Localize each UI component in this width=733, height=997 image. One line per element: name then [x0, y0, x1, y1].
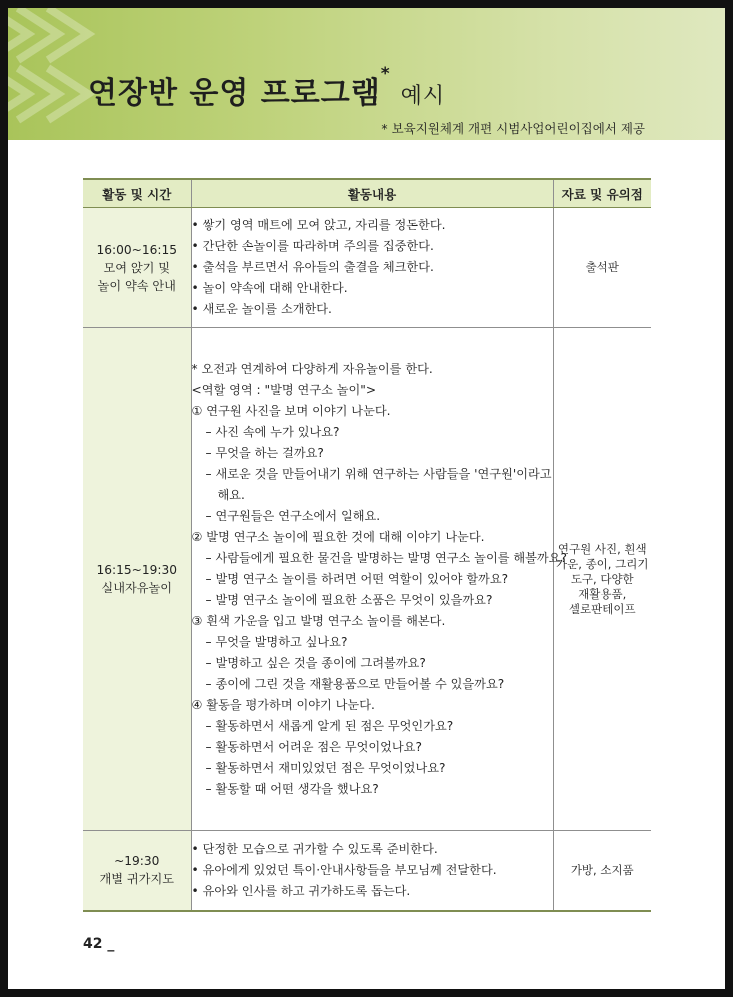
- activity-item: • 유아와 인사를 하고 귀가하도록 돕는다.: [191, 883, 411, 898]
- activity-item: • 출석을 부르면서 유아들의 출결을 체크한다.: [191, 260, 434, 274]
- activity-list: [192, 215, 553, 320]
- activity-item: ① 연구원 사진을 보며 이야기 나눈다.: [191, 403, 391, 418]
- materials-line: 셀로판테이프: [568, 601, 636, 616]
- activity-subitem: – 발명 연구소 놀이를 하려면 어떤 역할이 있어야 할까요?: [205, 571, 509, 586]
- activity-cell: [191, 208, 553, 328]
- table-row: [83, 831, 651, 911]
- time-line: 개별 귀가지도: [99, 872, 174, 887]
- activity-item: • 단정한 모습으로 귀가할 수 있도록 준비한다.: [191, 841, 438, 856]
- title-text: 연장반 운영 프로그램: [88, 76, 381, 111]
- time-line: 실내자유놀이: [101, 581, 173, 595]
- activity-subitem: – 사람들에게 필요한 물건을 발명하는 발명 연구소 놀이를 해볼까요?: [205, 550, 567, 565]
- column-header-content: 활동내용: [191, 179, 553, 208]
- page-number: 42 _: [83, 936, 115, 952]
- activity-subitem: – 연구원들은 연구소에서 일해요.: [205, 508, 381, 523]
- activity-item: ④ 활동을 평가하며 이야기 나눈다.: [191, 697, 375, 712]
- activity-subitem-continuation: 해요.: [217, 487, 245, 502]
- page-title: [88, 64, 446, 112]
- column-header-time: 활동 및 시간: [83, 179, 191, 208]
- activity-item: ③ 흰색 가운을 입고 발명 연구소 놀이를 해본다.: [191, 613, 446, 628]
- document-page: [8, 8, 725, 989]
- table-row: [83, 328, 651, 831]
- table-row: [83, 208, 651, 328]
- page-header-banner: [8, 8, 725, 140]
- activity-subitem: – 종이에 그린 것을 재활용품으로 만들어볼 수 있을까요?: [205, 676, 505, 691]
- activity-item: • 쌓기 영역 매트에 모여 앉고, 자리를 정돈한다.: [191, 218, 446, 232]
- materials-line: 재활용품,: [578, 586, 627, 601]
- activity-item: • 새로운 놀이를 소개한다.: [191, 302, 332, 316]
- time-cell: [83, 208, 191, 328]
- table-header-row: [83, 179, 651, 208]
- title-footnote-mark: *: [380, 64, 391, 84]
- activity-cell: [191, 831, 553, 911]
- activity-subitem: – 사진 속에 누가 있나요?: [205, 424, 340, 439]
- materials-line: 출석판: [585, 260, 619, 274]
- activity-subitem: – 활동하면서 재미있었던 점은 무엇이었나요?: [205, 760, 446, 775]
- time-cell: [83, 831, 191, 911]
- activity-list: [192, 839, 553, 902]
- activity-subitem: – 활동할 때 어떤 생각을 했나요?: [205, 781, 379, 796]
- activity-subitem: – 발명하고 싶은 것을 종이에 그려볼까요?: [205, 655, 426, 670]
- activity-item: ② 발명 연구소 놀이에 필요한 것에 대해 이야기 나눈다.: [191, 529, 485, 544]
- activity-item: • 간단한 손놀이를 따라하며 주의를 집중한다.: [191, 239, 434, 253]
- activity-cell: [191, 328, 567, 831]
- time-line: 16:15~19:30: [96, 563, 177, 577]
- source-note: * 보육지원체계 개편 시범사업어린이집에서 제공: [381, 121, 645, 136]
- activity-subitem: – 새로운 것을 만들어내기 위해 연구하는 사람들을 '연구원'이라고: [205, 466, 552, 481]
- materials-line: 가방, 소지품: [570, 862, 634, 877]
- activity-subitem: – 발명 연구소 놀이에 필요한 소품은 무엇이 있을까요?: [205, 592, 493, 607]
- program-schedule-table: [83, 178, 651, 912]
- activity-item: • 놀이 약속에 대해 안내한다.: [191, 281, 348, 295]
- materials-cell: [553, 208, 651, 328]
- column-header-materials: 자료 및 유의점: [553, 179, 651, 208]
- time-line: 16:00~16:15: [96, 242, 177, 257]
- materials-line: 연구원 사진, 흰색: [557, 541, 647, 556]
- activity-subitem: – 활동하면서 새롭게 알게 된 점은 무엇인가요?: [205, 718, 454, 733]
- time-line: 놀이 약속 안내: [97, 278, 176, 293]
- activity-item: * 오전과 연계하여 다양하게 자유놀이를 한다.: [191, 361, 433, 376]
- activity-list: [191, 359, 567, 800]
- materials-line: 도구, 다양한: [570, 571, 634, 586]
- materials-line: 가운, 종이, 그리기: [556, 556, 649, 571]
- materials-cell: [553, 328, 651, 831]
- activity-item: <역할 영역 : "발명 연구소 놀이">: [191, 382, 377, 397]
- activity-subitem: – 활동하면서 어려운 점은 무엇이었나요?: [205, 739, 422, 754]
- title-suffix: 예시: [400, 84, 446, 109]
- materials-cell: [553, 831, 651, 911]
- time-cell: [83, 328, 191, 831]
- activity-subitem: – 무엇을 하는 걸까요?: [205, 445, 324, 460]
- activity-subitem: – 무엇을 발명하고 싶나요?: [205, 634, 348, 649]
- time-line: ~19:30: [114, 854, 160, 869]
- time-line: 모여 앉기 및: [103, 260, 171, 275]
- activity-item: • 유아에게 있었던 특이·안내사항들을 부모님께 전달한다.: [191, 862, 497, 877]
